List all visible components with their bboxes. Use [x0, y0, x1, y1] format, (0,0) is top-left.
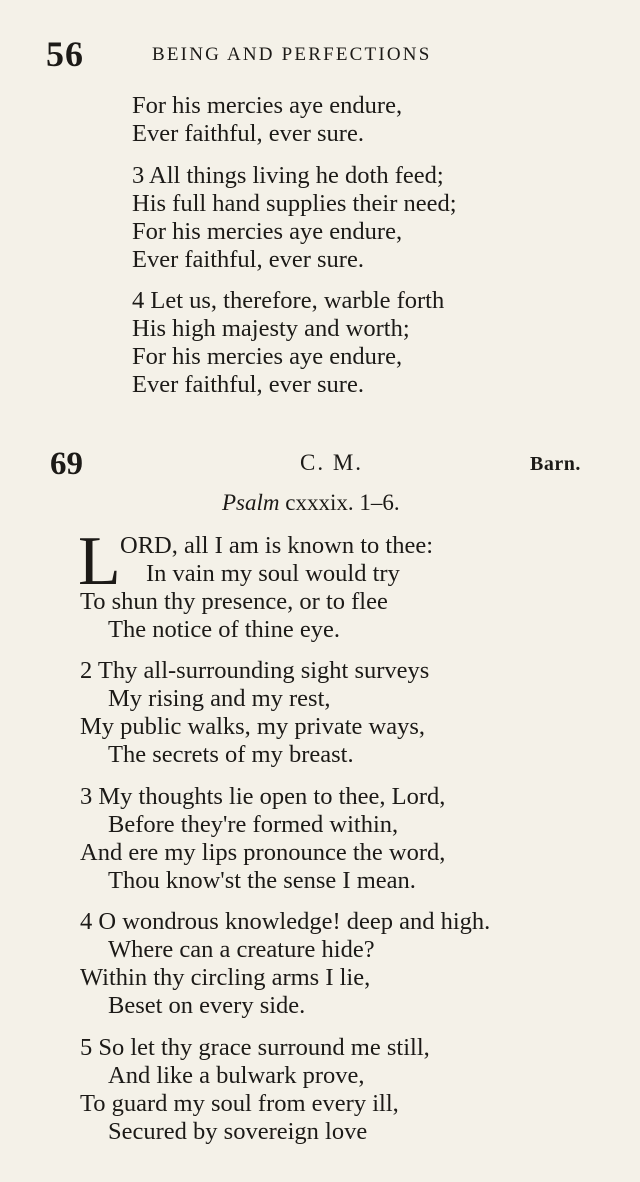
verse-line: My public walks, my private ways, [80, 713, 425, 740]
verse-line: For his mercies aye endure, [132, 218, 403, 245]
hymn-number: 69 [50, 446, 83, 482]
verse-line: My rising and my rest, [108, 685, 331, 712]
verse-line: And like a bulwark prove, [108, 1062, 365, 1089]
verse-line: His full hand supplies their need; [132, 190, 457, 217]
verse-line: The notice of thine eye. [108, 616, 340, 643]
verse-line: To guard my soul from every ill, [80, 1090, 399, 1117]
drop-cap: L [78, 523, 121, 600]
page-number: 56 [46, 34, 84, 74]
verse-line: Where can a creature hide? [108, 936, 375, 963]
verse-line: Ever faithful, ever sure. [132, 246, 364, 273]
verse-line: In vain my soul would try [146, 560, 400, 587]
hymn-header [50, 444, 630, 484]
running-head [46, 32, 566, 76]
verse-line: For his mercies aye endure, [132, 343, 403, 370]
verse-line: Ever faithful, ever sure. [132, 120, 364, 147]
verse-line: 5 So let thy grace surround me still, [80, 1034, 430, 1061]
verse-line: Secured by sovereign love [108, 1118, 368, 1145]
verse-line: His high majesty and worth; [132, 315, 410, 342]
section-title: BEING AND PERFECTIONS [152, 44, 432, 65]
verse-line: 4 O wondrous knowledge! deep and high. [80, 908, 491, 935]
verse-line: 3 All things living he doth feed; [132, 162, 444, 189]
scripture-reference [222, 489, 400, 517]
scripture-book: Psalm [222, 490, 280, 515]
verse-line: And ere my lips pronounce the word, [80, 839, 446, 866]
verse-line: 3 My thoughts lie open to thee, Lord, [80, 783, 446, 810]
verse-line: Ever faithful, ever sure. [132, 371, 364, 398]
hymn-meter: C. M. [300, 450, 364, 475]
verse-line: To shun thy presence, or to flee [80, 588, 388, 615]
verse-line: Beset on every side. [108, 992, 306, 1019]
verse-line: 4 Let us, therefore, warble forth [132, 287, 445, 314]
verse-line: Thou know'st the sense I mean. [108, 867, 416, 894]
verse-line: Within thy circling arms I lie, [80, 964, 371, 991]
verse-line: The secrets of my breast. [108, 741, 354, 768]
hymn-tune: Barn. [530, 453, 581, 475]
verse-line: For his mercies aye endure, [132, 92, 403, 119]
verse-line: ORD, all I am is known to thee: [120, 532, 434, 559]
scripture-citation: cxxxix. 1–6. [285, 490, 400, 515]
verse-line: 2 Thy all-surrounding sight surveys [80, 657, 430, 684]
verse-line: Before they're formed within, [108, 811, 399, 838]
